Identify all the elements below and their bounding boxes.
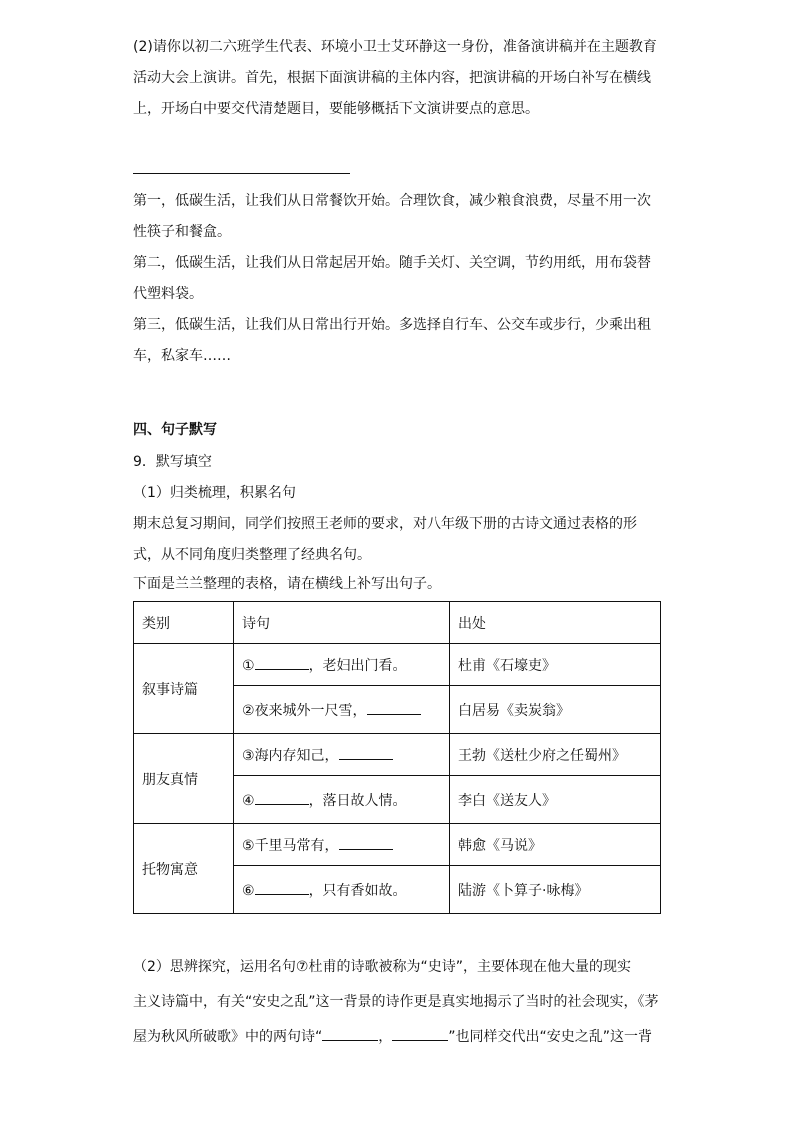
poem-cell [234,824,450,866]
fill-blank[interactable] [339,747,393,760]
text-line: 主义诗篇中，有关“安史之乱”这一背景的诗作更是真实地揭示了当时的社会现实，《茅 [133,994,659,1010]
speech-point-3-line: 第三，低碳生活，让我们从日常出行开始。多选择自行车、公交车或步行，少乘出租 [133,317,651,333]
poem-text: 海内存知己， [254,747,339,764]
table-row [134,734,661,776]
text-line [133,1020,663,1055]
source-cell: 白居易《卖炭翁》 [450,686,661,734]
item-number: ⑥ [242,882,255,899]
header-source: 出处 [450,602,661,644]
sub1-description [133,509,663,571]
fill-blank[interactable] [255,657,309,670]
sub1-title: （1）归类梳理，积累名句 [133,485,296,501]
fill-blank[interactable] [322,1028,378,1041]
poem-cell [234,734,450,776]
poem-text: 夜来城外一尺雪， [254,702,367,719]
category-cell: 朋友真情 [134,734,234,824]
text-line: 活动大会上演讲。首先，根据下面演讲稿的主体内容，把演讲稿的开场白补写在横线 [133,70,651,86]
item-number: ② [242,702,255,719]
poem-text: ，只有香如故。 [308,882,407,899]
text-fragment: ”也同样交代出“安史之乱”这一背 [448,1029,653,1045]
table-header-row [134,602,661,644]
fill-blank[interactable] [255,792,309,805]
text-fragment: 屋为秋风所破歌》中的两句诗“ [133,1029,323,1045]
text-line: 期末总复习期间，同学们按照王老师的要求，对八年级下册的古诗文通过表格的形 [133,516,637,532]
speech-point-2-line: 代塑料袋。 [133,286,203,302]
poem-cell [234,644,450,686]
speech-point-1-line: 第一，低碳生活，让我们从日常餐饮开始。合理饮食，减少粮食浪费，尽量不用一次 [133,193,651,209]
poem-cell [234,776,450,824]
answer-line[interactable] [133,173,350,174]
poem-text: ，老妇出门看。 [308,657,407,674]
text-fragment: ， [378,1029,393,1045]
q9-title: 9．默写填空 [133,454,212,470]
text-line: 式，从不同角度归类整理了经典名句。 [133,547,371,563]
category-cell: 托物寓意 [134,824,234,914]
sub2-paragraph [133,950,663,1055]
source-cell: 杜甫《石壕吏》 [450,644,661,686]
poem-text: 千里马常有， [254,837,339,854]
item-number: ④ [242,792,255,809]
source-cell: 李白《送友人》 [450,776,661,824]
category-cell: 叙事诗篇 [134,644,234,734]
item-number: ⑤ [242,837,255,854]
fill-blank[interactable] [255,882,309,895]
fill-blank[interactable] [367,702,421,715]
text-line: (2)请你以初二六班学生代表、环境小卫士艾环静这一身份，准备演讲稿并在主题教育 [133,39,657,55]
item-number: ① [242,657,255,674]
poem-text: ，落日故人情。 [308,792,407,809]
item-number: ③ [242,747,255,764]
header-poem-line: 诗句 [234,602,450,644]
table-row [134,644,661,686]
speech-point-2-line: 第二，低碳生活，让我们从日常起居开始。随手关灯、关空调，节约用纸，用布袋替 [133,255,651,271]
speech-points [133,186,663,372]
speech-point-1-line: 性筷子和餐盒。 [133,224,231,240]
speech-point-3-line: 车，私家车…… [133,348,231,364]
section-heading: 四、句子默写 [133,422,217,438]
table-row [134,824,661,866]
poem-table [133,601,661,914]
fill-blank[interactable] [392,1028,448,1041]
source-cell: 陆游《卜算子·咏梅》 [450,866,661,914]
table-intro: 下面是兰兰整理的表格，请在横线上补写出句子。 [133,576,441,592]
source-cell: 韩愈《马说》 [450,824,661,866]
question-intro [133,32,663,125]
fill-blank[interactable] [339,837,393,850]
poem-cell [234,686,450,734]
poem-cell [234,866,450,914]
source-cell: 王勃《送杜少府之任蜀州》 [450,734,661,776]
header-category: 类别 [134,602,234,644]
text-line: （2）思辨探究，运用名句⑦杜甫的诗歌被称为“史诗”，主要体现在他大量的现实 [133,959,631,975]
text-line: 上，开场白中要交代清楚题目，要能够概括下文演讲要点的意思。 [133,101,539,117]
